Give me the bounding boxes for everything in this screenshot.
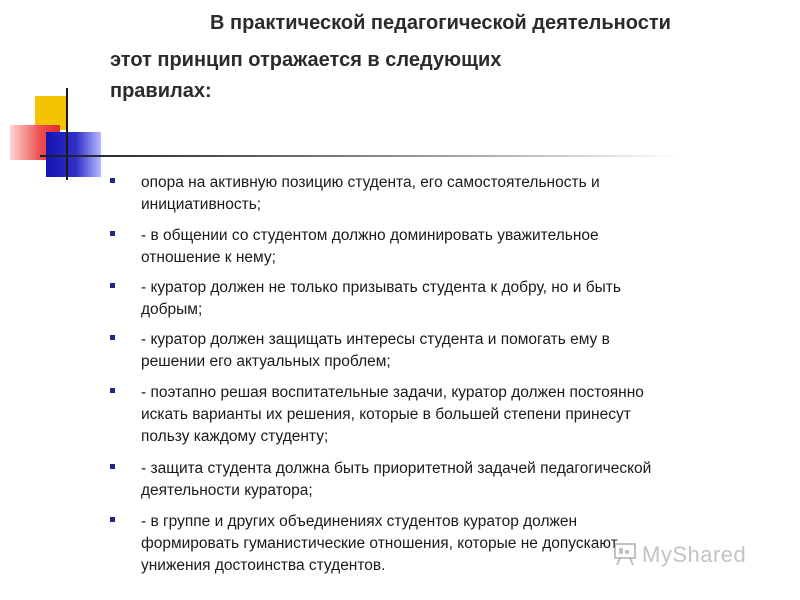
bullet-text: опора на активную позицию студента, его самостоятельность и инициативность; bbox=[141, 174, 600, 213]
slide-title-line-1: В практической педагогической деятельности bbox=[210, 12, 671, 34]
bullet-text: - в общении со студентом должно доминировать уважительное отношение к нему; bbox=[141, 227, 599, 266]
bullet-text: - куратор должен защищать интересы студента и помогать ему в решении его актуальных проблем; bbox=[141, 331, 610, 370]
bullet-marker-icon bbox=[110, 517, 115, 522]
bullet-marker-icon bbox=[110, 335, 115, 340]
watermark-text: MyShared bbox=[642, 542, 747, 567]
bullet-marker-icon bbox=[110, 464, 115, 469]
slide-title-line-3: правилах: bbox=[110, 80, 212, 102]
title-divider-line bbox=[40, 155, 680, 157]
bullet-marker-icon bbox=[110, 178, 115, 183]
bullet-marker-icon bbox=[110, 388, 115, 393]
watermark-logo-icon bbox=[612, 540, 638, 566]
bullet-text: - поэтапно решая воспитательные задачи, куратор должен постоянно искать варианты их решения, которые в большей степени принесут пользу каждому студенту; bbox=[141, 384, 644, 445]
bullet-marker-icon bbox=[110, 231, 115, 236]
bullet-text: - куратор должен не только призывать студента к добру, но и быть добрым; bbox=[141, 279, 621, 318]
bullet-text: - защита студента должна быть приоритетной задачей педагогической деятельности куратора; bbox=[141, 460, 652, 499]
bullet-marker-icon bbox=[110, 283, 115, 288]
bullet-text: - в группе и других объединениях студентов куратор должен формировать гуманистические отношения, которые не допускают унижения достоинства студентов. bbox=[141, 513, 618, 574]
decorative-vertical-line bbox=[66, 88, 68, 180]
slide-title-line-2: этот принцип отражается в следующих bbox=[110, 49, 502, 71]
